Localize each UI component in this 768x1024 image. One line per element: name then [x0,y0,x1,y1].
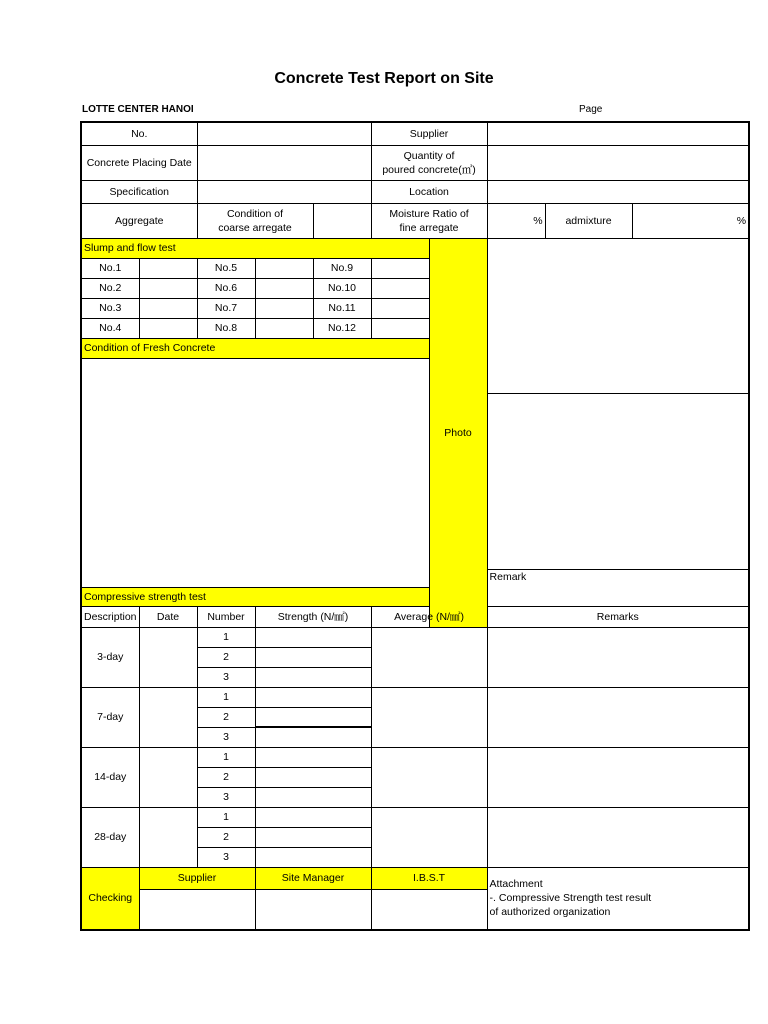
specimen-number: 1 [197,747,255,767]
compressive-heading: Compressive strength test [81,587,429,606]
location-field[interactable] [487,180,749,203]
specimen-number: 2 [197,827,255,847]
coarse-label-line1: Condition of [226,207,284,220]
attachment-line-1: -. Compressive Strength test result [489,892,652,905]
test-date-field[interactable] [139,747,197,807]
moisture-label-line2: fine arregate [399,221,459,234]
photo-area-2[interactable] [487,393,749,569]
admixture-label: admixture [545,203,632,238]
slump-value-field[interactable] [371,258,429,278]
checking-label: Checking [81,867,139,930]
strength-field[interactable] [255,707,371,727]
slump-label: No.11 [313,298,371,318]
slump-label: No.1 [81,258,139,278]
moisture-label-line1: Moisture Ratio of [389,207,469,220]
attachment-line-2: of authorized organization [489,906,611,919]
strength-field[interactable] [255,727,371,747]
slump-value-field[interactable] [139,278,197,298]
report-title: Concrete Test Report on Site [274,70,494,87]
quantity-label [371,145,487,180]
specimen-number: 1 [197,627,255,647]
age-label: 3-day [81,627,139,687]
specimen-number: 2 [197,767,255,787]
slump-value-field[interactable] [371,318,429,338]
strength-field[interactable] [255,787,371,807]
moisture-percent-field[interactable]: % [487,203,545,238]
quantity-label-line1: Quantity of [403,149,455,162]
specimen-number: 2 [197,707,255,727]
table-row [81,747,749,767]
checking-header-row [81,867,749,889]
specimen-number: 3 [197,787,255,807]
slump-value-field[interactable] [139,258,197,278]
supplier-value-field[interactable] [487,122,749,145]
specimen-number: 3 [197,667,255,687]
remarks-column-header: Remarks [487,606,749,627]
site-manager-signature-field[interactable] [255,889,371,930]
fresh-concrete-area[interactable] [81,358,429,587]
supplier-signature-field[interactable] [139,889,255,930]
strength-field[interactable] [255,827,371,847]
attachment-title: Attachment [489,878,543,891]
strength-field[interactable] [255,747,371,767]
admixture-percent-field[interactable]: % [632,203,749,238]
slump-value-field[interactable] [255,318,313,338]
slump-label: No.12 [313,318,371,338]
fresh-concrete-heading: Condition of Fresh Concrete [81,338,429,358]
age-label: 7-day [81,687,139,747]
slump-value-field[interactable] [371,278,429,298]
remarks-field[interactable] [487,687,749,747]
quantity-field[interactable] [487,145,749,180]
ibst-signature-field[interactable] [371,889,487,930]
strength-field[interactable] [255,807,371,827]
slump-label: No.4 [81,318,139,338]
slump-label: No.2 [81,278,139,298]
photo-area-1[interactable] [487,238,749,393]
average-field[interactable] [371,807,487,867]
slump-value-field[interactable] [255,298,313,318]
table-row [81,807,749,827]
test-date-field[interactable] [139,627,197,687]
table-row [81,687,749,707]
strength-field[interactable] [255,687,371,707]
slump-heading-row [81,238,749,258]
specimen-number: 1 [197,807,255,827]
strength-field[interactable] [255,627,371,647]
header-row-spec [81,180,749,203]
average-column-header: Average (N/㎟) [371,606,487,627]
supplier-signoff-label: Supplier [139,867,255,889]
no-label: No. [81,122,197,145]
slump-label: No.6 [197,278,255,298]
slump-value-field[interactable] [139,318,197,338]
strength-field[interactable] [255,767,371,787]
average-field[interactable] [371,747,487,807]
slump-label: No.10 [313,278,371,298]
strength-field[interactable] [255,847,371,867]
aggregate-label: Aggregate [81,203,197,238]
placing-date-label: Concrete Placing Date [81,145,197,180]
table-row [81,627,749,647]
coarse-aggregate-field[interactable] [313,203,371,238]
slump-value-field[interactable] [255,278,313,298]
specimen-number: 1 [197,687,255,707]
average-field[interactable] [371,687,487,747]
slump-label: No.9 [313,258,371,278]
report-form [80,121,750,931]
specification-field[interactable] [197,180,371,203]
remarks-field[interactable] [487,807,749,867]
slump-label: No.5 [197,258,255,278]
test-date-field[interactable] [139,807,197,867]
average-field[interactable] [371,627,487,687]
placing-date-field[interactable] [197,145,371,180]
remarks-field[interactable] [487,747,749,807]
slump-value-field[interactable] [371,298,429,318]
specimen-number: 3 [197,727,255,747]
location-label: Location [371,180,487,203]
strength-column-header: Strength (N/㎟) [255,606,371,627]
photo-label: Photo [429,238,487,627]
page-label: Page [579,104,603,115]
description-column-header: Description [81,606,139,627]
number-column-header: Number [197,606,255,627]
photo-remark-field[interactable] [487,569,749,606]
remarks-field[interactable] [487,627,749,687]
coarse-aggregate-label [197,203,313,238]
no-value-field[interactable] [197,122,371,145]
strength-field[interactable] [255,647,371,667]
slump-value-field[interactable] [139,298,197,318]
coarse-label-line2: coarse arregate [218,221,292,234]
age-label: 14-day [81,747,139,807]
attachment-note [487,867,749,930]
site-manager-signoff-label: Site Manager [255,867,371,889]
compressive-columns-row [81,606,749,627]
company-name: LOTTE CENTER HANOI [82,104,194,115]
photo-remark-label: Remark [489,570,527,583]
ibst-signoff-label: I.B.S.T [371,867,487,889]
slump-heading: Slump and flow test [81,238,429,258]
specification-label: Specification [81,180,197,203]
header-row-no [81,122,749,145]
header-row-aggregate [81,203,749,238]
moisture-ratio-label [371,203,487,238]
slump-label: No.7 [197,298,255,318]
test-date-field[interactable] [139,687,197,747]
strength-field[interactable] [255,667,371,687]
supplier-label: Supplier [371,122,487,145]
specimen-number: 2 [197,647,255,667]
age-label: 28-day [81,807,139,867]
header-row-date [81,145,749,180]
specimen-number: 3 [197,847,255,867]
slump-label: No.8 [197,318,255,338]
quantity-label-line2: poured concrete(㎥) [382,163,476,176]
slump-value-field[interactable] [255,258,313,278]
slump-label: No.3 [81,298,139,318]
date-column-header: Date [139,606,197,627]
